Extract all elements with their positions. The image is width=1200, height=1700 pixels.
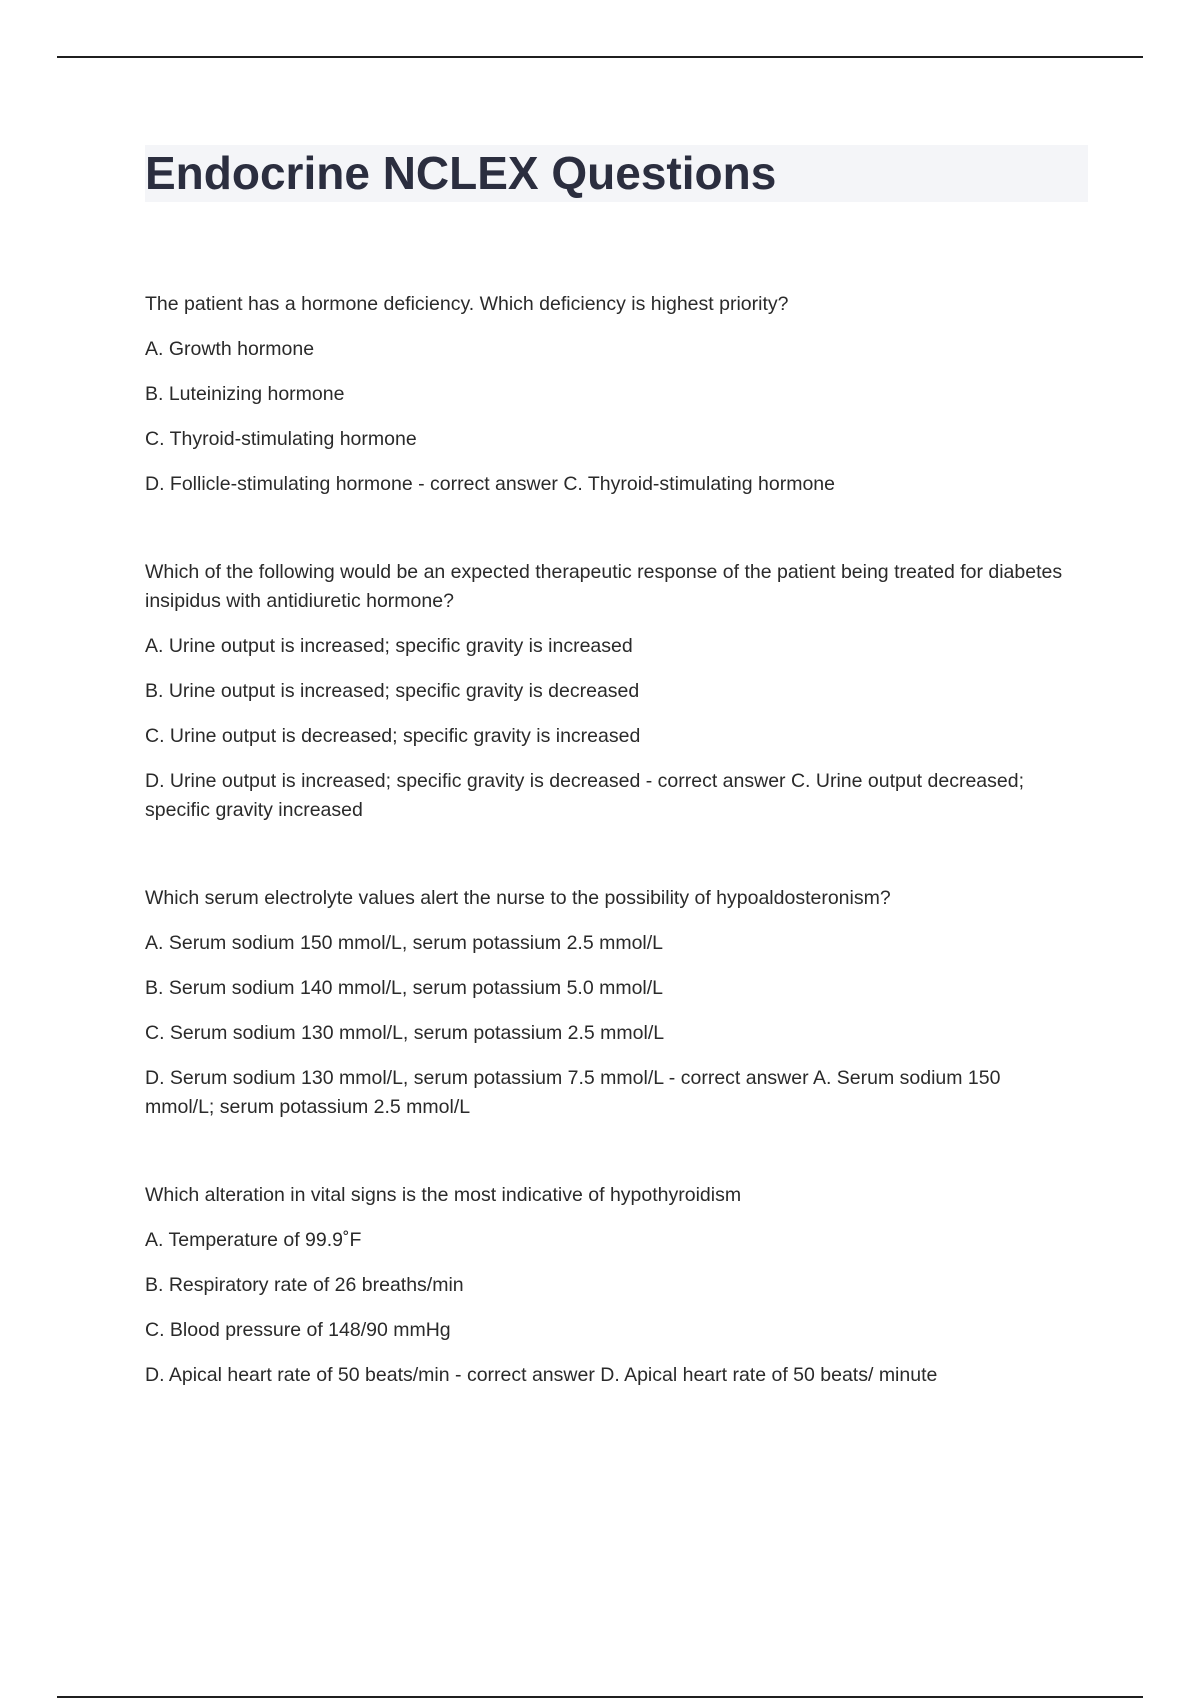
question-item bbox=[145, 1181, 1065, 1390]
question-item bbox=[145, 884, 1065, 1122]
question-list bbox=[145, 290, 1065, 1449]
correct-answer-label: correct answer bbox=[430, 473, 558, 495]
answer-option-last: D. Apical heart rate of 50 beats/min - correct answer D. Apical heart rate of 50 beats/ minute bbox=[145, 1364, 938, 1386]
answer-option-text: D. Urine output is increased; specific gravity is decreased bbox=[145, 770, 641, 792]
question-item bbox=[145, 558, 1065, 825]
answer-option: A. Temperature of 99.9˚F bbox=[145, 1229, 362, 1251]
page-title: Endocrine NCLEX Questions bbox=[145, 147, 777, 199]
answer-option-last: D. Serum sodium 130 mmol/L, serum potassium 7.5 mmol/L - correct answer A. Serum sodium 150 mmol/L; serum potassium 2.5 mmol/L bbox=[145, 1067, 1001, 1118]
answer-option-text: D. Apical heart rate of 50 beats/min bbox=[145, 1364, 450, 1386]
answer-option: B. Luteinizing hormone bbox=[145, 383, 345, 405]
question-item bbox=[145, 290, 1065, 499]
correct-answer-value: A. Serum sodium 150 mmol/L; serum potassium 2.5 mmol/L bbox=[145, 1067, 1001, 1118]
answer-option-text: D. Serum sodium 130 mmol/L, serum potassium 7.5 mmol/L bbox=[145, 1067, 664, 1089]
correct-answer-value: D. Apical heart rate of 50 beats/ minute bbox=[600, 1364, 938, 1386]
question-stem: The patient has a hormone deficiency. Which deficiency is highest priority? bbox=[145, 293, 789, 315]
title-banner bbox=[145, 145, 1088, 202]
correct-answer-label: correct answer bbox=[680, 1067, 809, 1089]
question-stem: Which of the following would be an expected therapeutic response of the patient being treated for diabetes insipidus with antidiuretic hormone? bbox=[145, 561, 1063, 612]
question-stem: Which serum electrolyte values alert the nurse to the possibility of hypoaldosteronism? bbox=[145, 887, 891, 909]
answer-option: A. Urine output is increased; specific gravity is increased bbox=[145, 635, 633, 657]
answer-option-last: D. Follicle-stimulating hormone - correct answer C. Thyroid-stimulating hormone bbox=[145, 473, 835, 495]
answer-option: C. Thyroid-stimulating hormone bbox=[145, 428, 417, 450]
answer-option: B. Respiratory rate of 26 breaths/min bbox=[145, 1274, 464, 1296]
bottom-rule bbox=[57, 1696, 1143, 1698]
correct-answer-label: correct answer bbox=[657, 770, 786, 792]
answer-option: A. Serum sodium 150 mmol/L, serum potassium 2.5 mmol/L bbox=[145, 932, 664, 954]
answer-option-text: D. Follicle-stimulating hormone bbox=[145, 473, 413, 495]
answer-option: C. Urine output is decreased; specific gravity is increased bbox=[145, 725, 641, 747]
correct-answer-label: correct answer bbox=[466, 1364, 595, 1386]
answer-option: B. Urine output is increased; specific gravity is decreased bbox=[145, 680, 640, 702]
answer-option: C. Blood pressure of 148/90 mmHg bbox=[145, 1319, 451, 1341]
answer-option-last: D. Urine output is increased; specific gravity is decreased - correct answer C. Urine output decreased; specific gravity increased bbox=[145, 770, 1025, 821]
answer-option: A. Growth hormone bbox=[145, 338, 315, 360]
top-rule bbox=[57, 56, 1143, 58]
question-stem: Which alteration in vital signs is the most indicative of hypothyroidism bbox=[145, 1184, 742, 1206]
correct-answer-value: C. Thyroid-stimulating hormone bbox=[563, 473, 835, 495]
answer-option: C. Serum sodium 130 mmol/L, serum potassium 2.5 mmol/L bbox=[145, 1022, 665, 1044]
answer-option: B. Serum sodium 140 mmol/L, serum potassium 5.0 mmol/L bbox=[145, 977, 664, 999]
correct-answer-value: C. Urine output decreased; specific gravity increased bbox=[145, 770, 1025, 821]
